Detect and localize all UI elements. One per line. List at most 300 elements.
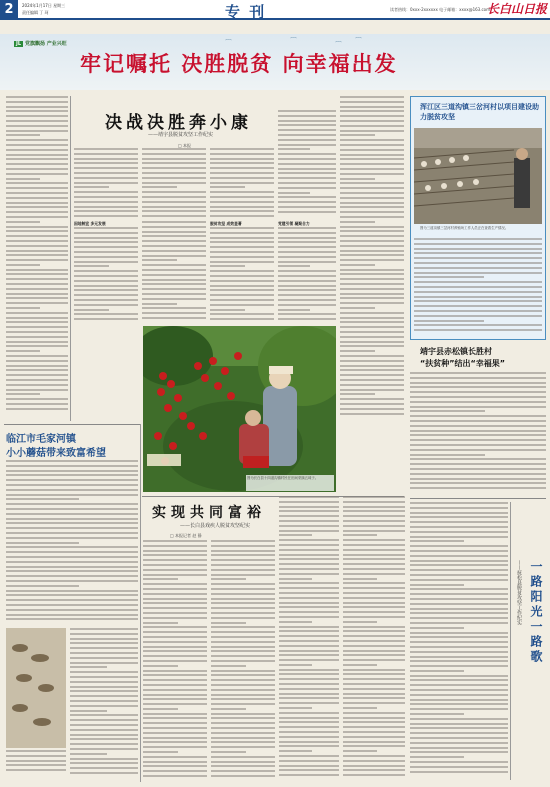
bird-icon: ⌒ [355,37,362,45]
text-line [70,686,138,688]
text-line [410,603,508,605]
text-line [278,265,310,267]
text-line [340,211,404,213]
text-line [6,240,68,242]
text-line [6,259,68,261]
text-line [70,671,138,673]
text-line [278,206,336,208]
text-line [143,574,207,576]
text-line [143,737,207,739]
text-line [340,413,404,415]
text-line [211,540,275,542]
text-line [340,389,404,391]
text-line [6,307,40,309]
article-text-column [210,148,274,220]
article-subhead: 党建引领 凝聚合力 [278,221,310,226]
text-line [142,158,206,160]
text-line [343,717,405,719]
text-line [278,237,336,239]
text-line [210,246,274,248]
text-line [278,168,336,170]
text-line [74,261,138,263]
text-line [414,320,484,322]
text-line [142,201,206,203]
text-line [6,269,68,271]
text-line [6,750,66,752]
text-line [343,664,377,666]
text-line [278,196,336,198]
text-line [143,550,207,552]
text-line [142,235,206,237]
text-line [340,96,404,98]
text-line [74,285,138,287]
text-line [340,115,404,117]
text-line [410,507,508,509]
right-article-subtitle: “扶贫种”结出“幸福果” [420,359,506,368]
text-line [343,606,405,608]
text-line [6,149,68,151]
text-line [278,192,310,194]
text-line [279,678,339,680]
text-line [340,240,404,242]
text-line [279,506,339,508]
text-line [211,737,275,739]
text-line [278,285,336,287]
text-line [410,377,546,379]
text-line [143,679,207,681]
text-line [142,186,177,188]
text-line [343,568,405,570]
text-line [74,313,138,315]
text-line [74,191,138,193]
text-line [343,678,405,680]
text-line [74,241,138,243]
text-line [414,243,542,245]
text-line [340,245,404,247]
text-line [142,279,206,281]
left-article-text [6,460,138,626]
text-line [343,573,405,575]
text-line [74,246,138,248]
text-line [74,318,138,320]
text-line [410,684,508,686]
text-line [340,259,404,261]
text-line [340,187,404,189]
text-line [343,697,405,699]
text-line [70,676,138,678]
text-line [410,391,546,393]
text-line [6,566,138,568]
text-line [410,588,508,590]
text-line [340,178,375,180]
text-line [343,683,405,685]
text-line [414,315,542,317]
text-line [343,702,405,704]
text-line [142,303,177,305]
text-line [279,741,339,743]
text-line [343,769,405,771]
text-line [210,177,274,179]
text-line [410,732,508,734]
text-line [410,636,508,638]
text-line [340,360,404,362]
text-line [340,374,404,376]
text-line [279,693,339,695]
text-line [210,182,274,184]
text-line [343,539,405,541]
text-line [279,558,339,560]
text-line [70,700,138,702]
text-line [343,578,377,580]
text-line [340,283,404,285]
text-line [279,534,312,536]
text-line [410,747,508,749]
text-line [6,264,40,266]
text-line [279,515,339,517]
text-line [410,612,508,614]
text-line [143,694,207,696]
text-line [410,516,508,518]
text-line [6,494,138,496]
text-line [343,563,405,565]
date-line: 2024年1月17日 星期三 [22,3,66,8]
main-photo [143,326,336,492]
text-line [6,120,68,122]
text-line [410,608,508,610]
text-line [74,210,138,212]
text-line [410,555,508,557]
text-line [340,163,404,165]
text-line [343,707,377,709]
text-line [340,307,375,309]
text-line [210,285,274,287]
text-line [74,232,138,234]
text-line [343,525,405,527]
text-line [410,665,508,667]
text-line [414,248,542,250]
text-line [6,144,68,146]
text-line [211,722,275,724]
text-line [6,484,138,486]
text-line [70,695,138,697]
text-line [74,299,138,301]
text-line [278,289,336,291]
text-line [211,770,275,772]
text-line [142,312,206,314]
vertical-article-subtitle: ——抚松县脱贫攻坚工作纪实 [516,560,522,625]
section-divider [4,424,140,425]
text-line [70,724,138,726]
text-line [410,454,485,456]
text-line [70,753,107,755]
text-line [6,163,68,165]
text-line [6,211,68,213]
text-line [74,148,138,150]
text-line [6,273,68,275]
text-line [74,280,138,282]
text-line [211,660,275,662]
text-line [278,158,336,160]
text-line [6,96,68,98]
text-line [343,635,405,637]
column-divider [140,424,141,782]
text-line [6,594,138,596]
text-line [211,550,275,552]
text-line [410,584,464,586]
right-article-title: 靖宇县赤松镇长胜村 [420,347,492,356]
text-line [6,460,138,462]
text-line [142,255,206,257]
text-line [143,732,207,734]
text-line [340,345,404,347]
text-line [74,172,138,174]
text-line [340,139,404,141]
text-line [279,688,339,690]
left-article-text [70,628,138,778]
text-line [6,125,68,127]
text-line [343,760,405,762]
text-line [211,554,275,556]
text-line [211,545,275,547]
text-line [74,196,138,198]
text-line [143,722,207,724]
text-line [143,569,207,571]
text-line [410,536,508,538]
text-line [6,341,68,343]
text-line [340,101,404,103]
text-line [278,256,336,258]
text-line [414,257,542,259]
text-line [6,178,40,180]
text-line [6,317,68,319]
text-line [211,727,275,729]
text-line [414,286,542,288]
text-line [6,312,68,314]
text-line [211,593,275,595]
text-line [6,755,66,757]
text-line [340,293,404,295]
text-line [6,130,68,132]
text-line [410,569,508,571]
text-line [143,646,207,648]
text-line [6,403,68,405]
text-line [278,153,336,155]
text-line [278,318,336,320]
text-line [414,267,542,269]
text-line [211,741,275,743]
text-line [410,396,546,398]
text-line [210,318,274,320]
article-text-column [343,496,405,780]
text-line [6,158,68,160]
text-line [143,761,207,763]
text-line [211,622,246,624]
text-line [74,289,138,291]
text-line [279,582,339,584]
text-line [279,554,339,556]
text-line [143,756,207,758]
text-line [70,642,138,644]
text-line [211,655,275,657]
text-line [210,294,274,296]
text-line [142,191,206,193]
text-line [414,238,542,240]
text-line [6,288,68,290]
text-line [70,719,138,721]
text-line [279,544,339,546]
text-line [211,588,275,590]
text-line [6,556,138,558]
text-line [6,599,138,601]
text-line [279,731,339,733]
text-line [211,617,275,619]
text-line [414,276,484,278]
text-line [410,502,508,504]
text-line [410,598,508,600]
text-line [74,215,138,217]
text-line [278,115,336,117]
article-text-column [143,540,207,780]
vertical-article-title: 一路阳光一路歌 [529,560,543,665]
text-line [210,313,274,315]
text-line [410,434,546,436]
text-line [279,611,339,613]
text-line [210,237,274,239]
text-line [279,501,339,503]
text-line [6,355,68,357]
text-line [143,698,207,700]
text-line [143,727,207,729]
text-line [211,569,275,571]
text-line [211,607,275,609]
text-line [74,201,138,203]
text-line [340,182,404,184]
text-line [278,172,336,174]
text-line [143,588,207,590]
text-line [410,478,546,480]
text-line [340,336,404,338]
text-line [278,270,336,272]
text-line [210,186,245,188]
text-line [142,221,206,223]
text-line [410,651,508,653]
text-line [6,479,138,481]
text-line [6,302,68,304]
text-line [279,621,312,623]
text-line [410,579,508,581]
text-line [343,520,405,522]
text-line [211,717,275,719]
text-line [340,134,375,136]
text-line [6,527,138,529]
text-line [211,684,275,686]
text-line [279,769,339,771]
text-line [343,597,405,599]
text-line [211,650,275,652]
text-line [410,641,508,643]
text-line [343,510,405,512]
text-line [70,714,138,716]
text-line [142,206,206,208]
text-line [6,106,68,108]
text-line [6,134,40,136]
text-line [410,449,546,451]
text-line [343,669,405,671]
text-line [143,593,207,595]
text-line [410,727,508,729]
article-text-column [279,496,339,780]
text-line [410,564,508,566]
editor-line: 责任编辑 丁 珂 [22,10,49,15]
text-line [278,275,336,277]
sidebar-text [414,238,542,338]
text-line [142,264,206,266]
text-line [74,270,138,272]
bottom-article-title: 实现共同富裕 [152,505,266,521]
text-line [143,741,207,743]
text-line [6,326,68,328]
text-line [211,670,275,672]
text-line [143,545,207,547]
text-line [278,148,310,150]
text-line [279,645,339,647]
text-line [142,162,206,164]
text-line [278,110,336,112]
text-line [143,765,207,767]
text-line [211,689,275,691]
text-line [6,503,138,505]
text-line [70,633,138,635]
text-line [278,163,336,165]
banner-headline: 牢记嘱托 决胜脱贫 向幸福出发 [80,52,398,76]
text-line [410,473,546,475]
text-line [410,737,508,739]
text-line [340,154,404,156]
text-line [279,525,339,527]
text-line [6,202,68,204]
text-line [278,309,310,311]
text-line [6,230,68,232]
text-line [74,251,138,253]
text-line [142,172,206,174]
text-line [410,694,508,696]
text-line [142,153,206,155]
text-line [74,275,138,277]
text-line [278,139,336,141]
text-line [6,350,40,352]
text-line [142,148,206,150]
text-line [340,110,404,112]
text-line [74,227,138,229]
text-line [410,487,546,489]
text-line [278,120,336,122]
text-line [343,558,405,560]
text-line [211,665,246,667]
text-line [6,609,138,611]
text-line [279,736,339,738]
bird-icon: ⌒ [335,41,342,49]
text-line [143,617,207,619]
article-text-column [340,96,404,421]
text-line [343,582,405,584]
bird-icon: ⌒ [290,37,297,45]
text-line [211,636,275,638]
text-line [343,673,405,675]
text-line [340,317,404,319]
text-line [6,331,68,333]
text-line [279,765,339,767]
text-line [343,549,405,551]
